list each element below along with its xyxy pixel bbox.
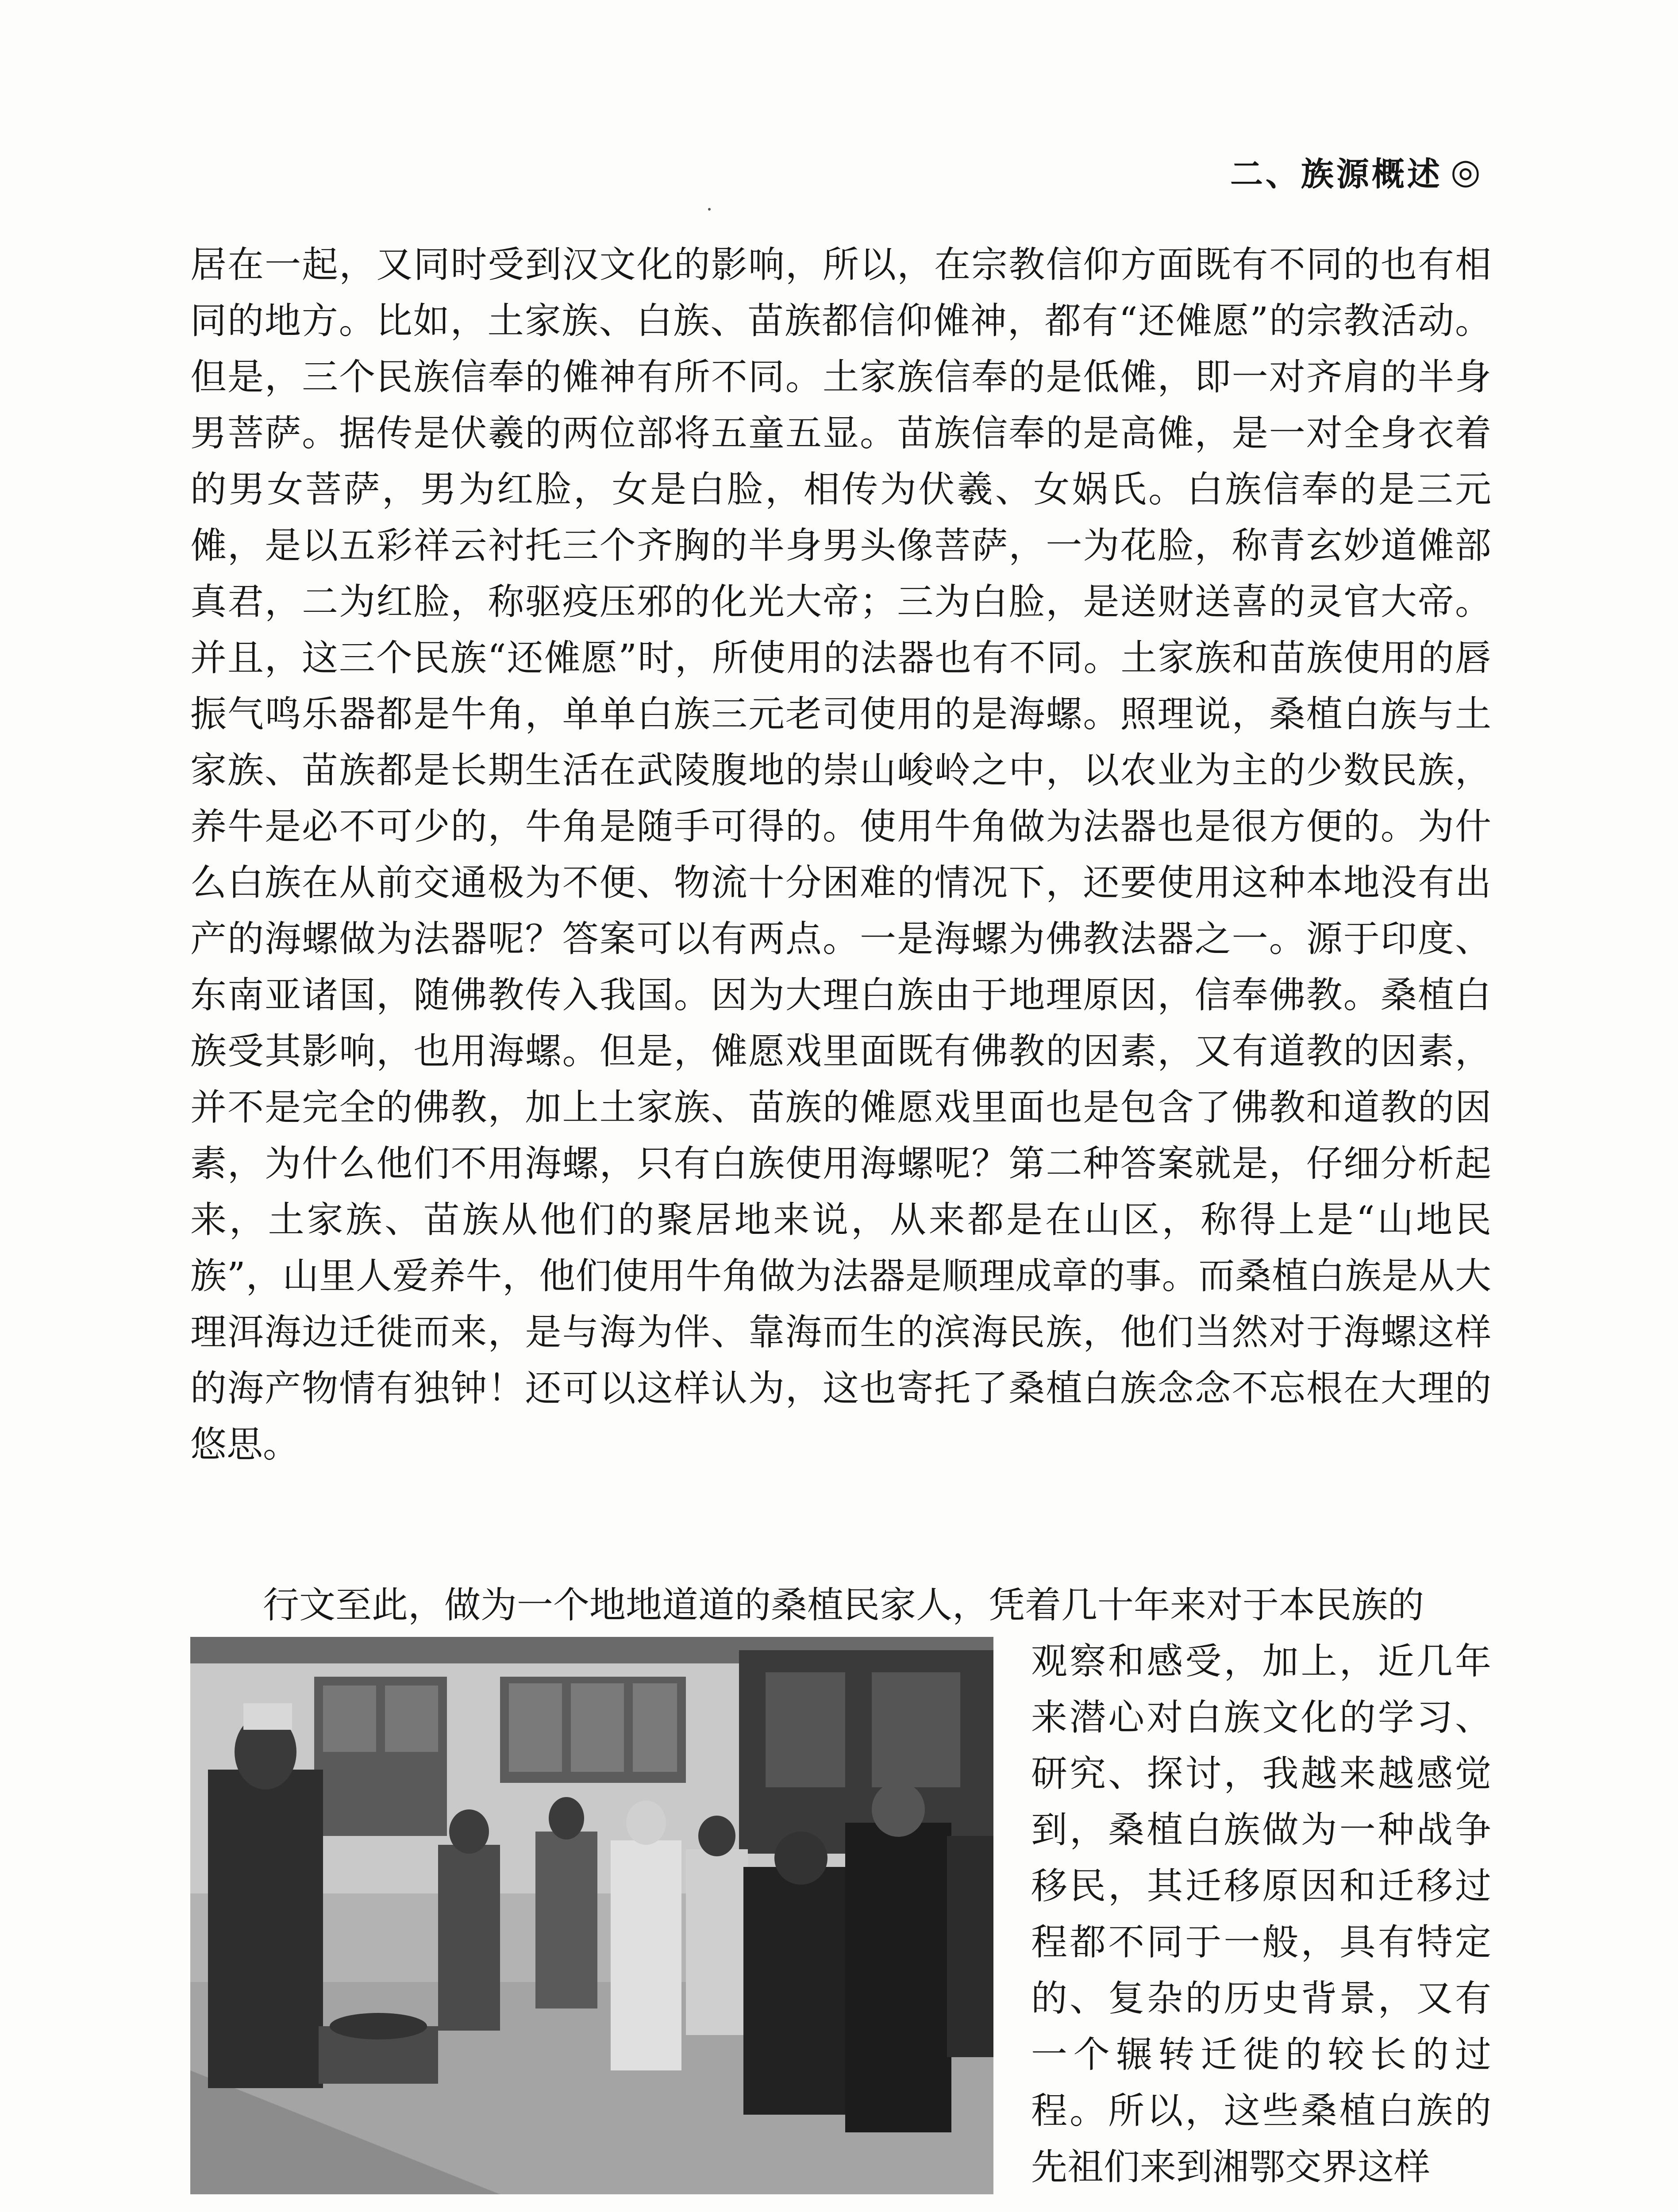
speck-mark [708,208,711,211]
paragraph-1: 居在一起，又同时受到汉文化的影响，所以，在宗教信仰方面既有不同的也有相同的地方。比如，土家族、白族、苗族都信仰傩神，都有“还傩愿”的宗教活动。但是，三个民族信奉的傩神有所不同。土家族信奉的是低傩，即一对齐肩的半身男菩萨。据传是伏羲的两位部将五童五显。苗族信奉的是高傩，是一对全身衣着的男女菩萨，男为红脸，女是白脸，相传为伏羲、女娲氏。白族信奉的是三元傩，是以五彩祥云衬托三个齐胸的半身男头像菩萨，一为花脸，称青玄妙道傩部真君，二为红脸，称驱疫压邪的化光大帝；三为白脸，是送财送喜的灵官大帝。并且，这三个民族“还傩愿”时，所使用的法器也有不同。土家族和苗族使用的唇振气鸣乐器都是牛角，单单白族三元老司使用的是海螺。照理说，桑植白族与土家族、苗族都是长期生活在武陵腹地的崇山峻岭之中，以农业为主的少数民族，养牛是必不可少的，牛角是随手可得的。使用牛角做为法器也是很方便的。为什么白族在从前交通极为不便、物流十分困难的情况下，还要使用这种本地没有出产的海螺做为法器呢？答案可以有两点。一是海螺为佛教法器之一。源于印度、东南亚诸国，随佛教传入我国。因为大理白族由于地理原因，信奉佛教。桑植白族受其影响，也用海螺。但是，傩愿戏里面既有佛教的因素，又有道教的因素，并不是完全的佛教，加上土家族、苗族的傩愿戏里面也是包含了佛教和道教的因素，为什么他们不用海螺，只有白族使用海螺呢？第二种答案就是，仔细分析起来，土家族、苗族从他们的聚居地来说，从来都是在山区，称得上是“山地民族”，山里人爱养牛，他们使用牛角做为法器是顺理成章的事。而桑植白族是从大理洱海边迁徙而来，是与海为伴、靠海而生的滨海民族，他们当然对于海螺这样的海产物情有独钟！还可以这样认为，这也寄托了桑植白族念念不忘根在大理的悠思。 [190,244,1491,1466]
ritual-photo-illustration [190,1637,993,2194]
body-text [190,237,1491,1473]
running-head [1230,148,1483,195]
circle-mark-icon: ◎ [1450,152,1483,192]
paragraph-2-first-line: 行文至此，做为一个地地道道的桑植民家人，凭着几十年来对于本民族的 [263,1584,1424,1626]
chapter-title: 二、族源概述 [1230,155,1443,193]
paragraph-2-wrap-text: 观察和感受，加上，近几年来潜心对白族文化的学习、研究、探讨，我越来越感觉到，桑植白族做为一种战争移民，其迁移原因和迁移过程都不同于一般，具有特定的、复杂的历史背景，又有一个辗转迁徙的较长的过程。所以，这些桑植白族的先祖们来到湘鄂交界这样 [1031,1640,1491,2188]
ritual-photo [190,1637,993,2194]
